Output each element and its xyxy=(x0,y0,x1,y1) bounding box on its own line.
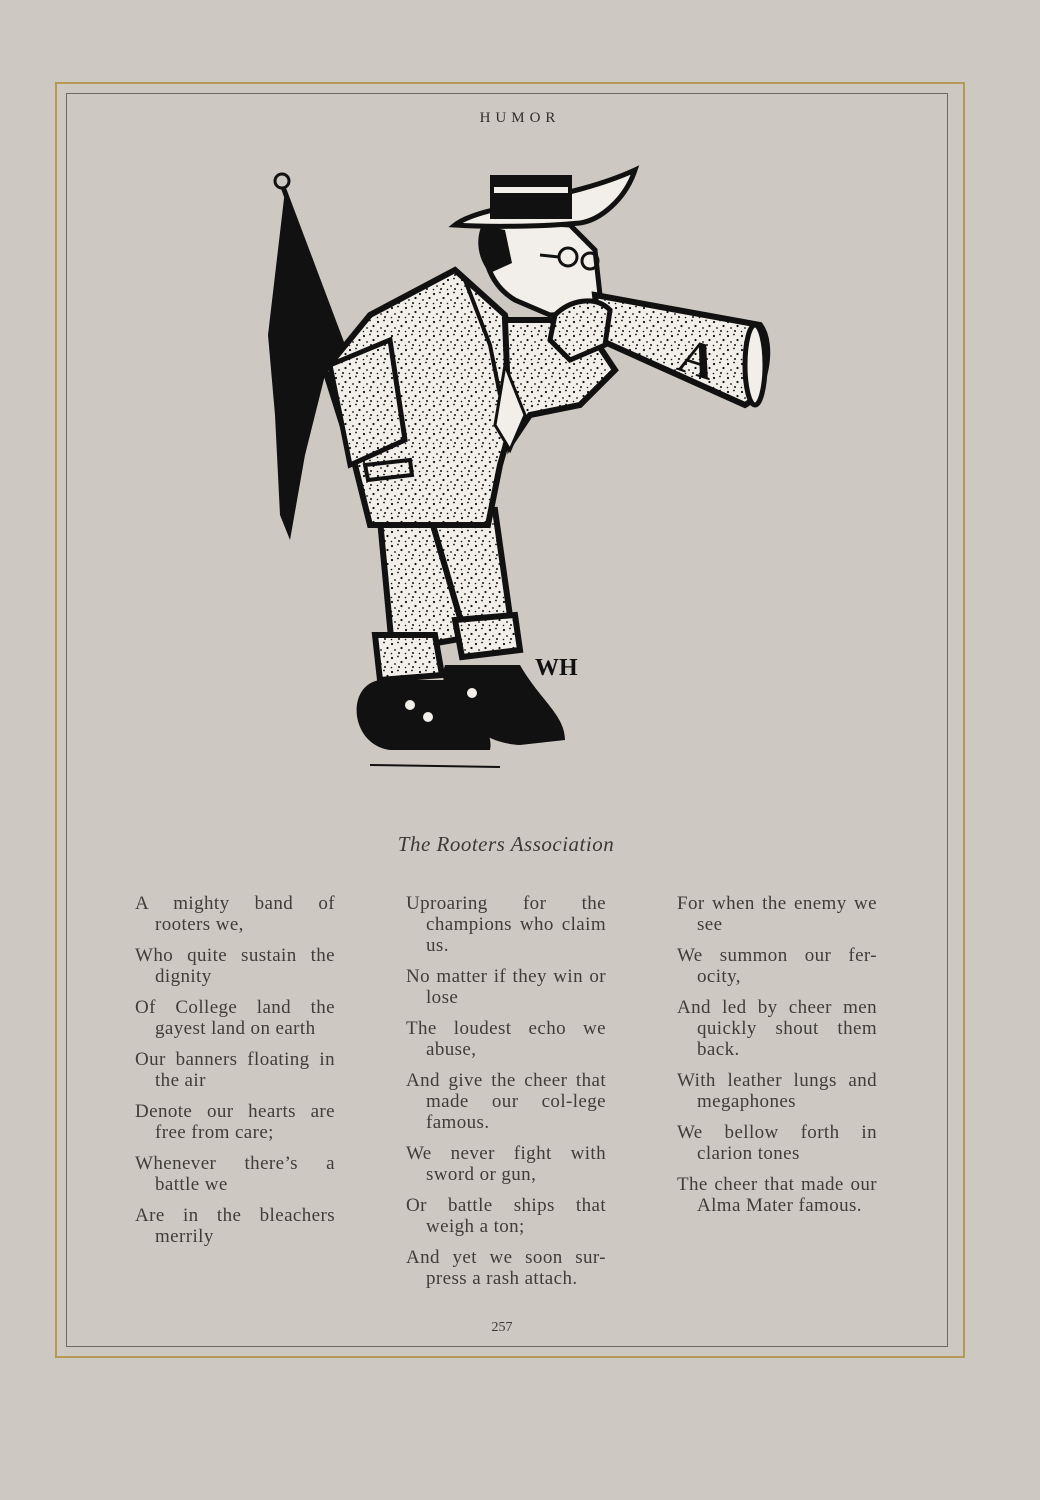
poem-line: Of College land the gayest land on earth xyxy=(135,997,335,1039)
poem-line: Or battle ships that weigh a ton; xyxy=(406,1195,606,1237)
poem-line: With leather lungs and megaphones xyxy=(677,1070,877,1112)
page-number: 257 xyxy=(491,1320,513,1335)
poem-line: The cheer that made our Alma Mater famous. xyxy=(677,1174,877,1216)
poem-line: And led by cheer men quickly shout them back. xyxy=(677,997,877,1060)
poem-line: A mighty band of rooters we, xyxy=(135,893,335,935)
poem-line: And give the cheer that made our col-lege famous. xyxy=(406,1070,606,1133)
poem-line: We never fight with sword or gun, xyxy=(406,1143,606,1185)
poem-line: For when the enemy we see xyxy=(677,893,877,935)
illustration-caption: The Rooters Association xyxy=(397,832,615,856)
poem-line: And yet we soon sur-press a rash attach. xyxy=(406,1247,606,1289)
poem-line: No matter if they win or lose xyxy=(406,966,606,1008)
poem-line: Our banners floating in the air xyxy=(135,1049,335,1091)
artist-monogram: WH xyxy=(535,655,578,681)
poem-line: Are in the bleachers merrily xyxy=(135,1205,335,1247)
poem-line: Whenever there’s a battle we xyxy=(135,1153,335,1195)
poem-column-3 xyxy=(677,893,877,1226)
shoes xyxy=(357,665,565,767)
poem-line: The loudest echo we abuse, xyxy=(406,1018,606,1060)
trousers xyxy=(375,510,520,680)
poem-column-2 xyxy=(406,893,606,1299)
poem-line: We bellow forth in clarion tones xyxy=(677,1122,877,1164)
megaphone-letter: A xyxy=(671,326,724,391)
rooter-illustration xyxy=(250,165,780,795)
poem-column-1 xyxy=(135,893,335,1257)
straw-hat xyxy=(455,170,635,226)
poem-line: Who quite sustain the dignity xyxy=(135,945,335,987)
poem-line: We summon our fer-ocity, xyxy=(677,945,877,987)
poem-line: Uproaring for the champions who claim us. xyxy=(406,893,606,956)
poem-line: Denote our hearts are free from care; xyxy=(135,1101,335,1143)
running-head: HUMOR xyxy=(479,110,561,126)
